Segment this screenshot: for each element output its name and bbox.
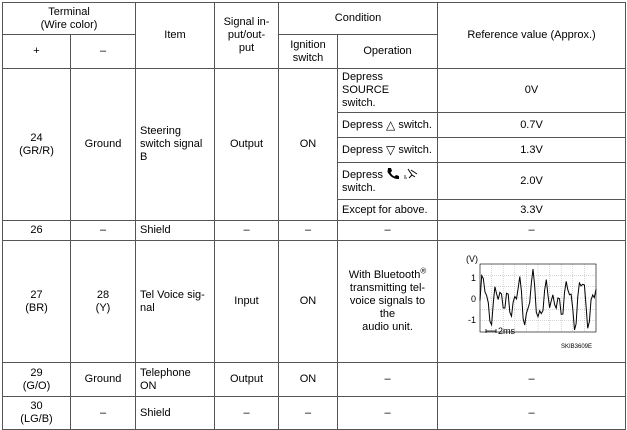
row30-operation: –	[338, 397, 438, 430]
row24-op-source: Depress SOURCE switch.	[338, 69, 438, 113]
header-signal: Signal in- put/out- put	[215, 3, 279, 69]
row24-ref-4: 3.3V	[438, 200, 626, 221]
scope-time-marker	[486, 329, 496, 333]
row27-operation: With Bluetooth® transmitting tel- voice signals to the audio unit.	[338, 241, 438, 363]
phone-hangup-icon	[403, 167, 419, 180]
row24-op-up: Depress △ switch.	[338, 113, 438, 138]
row29-minus: Ground	[71, 363, 136, 397]
header-ignition: Ignition switch	[279, 35, 338, 69]
scope-tick-1: 1	[470, 272, 476, 283]
row24-op-phone: Depress switch.	[338, 163, 438, 200]
header-plus: +	[3, 35, 71, 69]
phone-icon	[386, 167, 400, 180]
scope-time-label: 2ms	[497, 325, 515, 336]
row26-plus: 26	[3, 221, 71, 241]
row29-ref: –	[438, 363, 626, 397]
header-condition: Condition	[279, 3, 438, 35]
row30-signal: –	[215, 397, 279, 430]
row27-plus: 27 (BR)	[3, 241, 71, 363]
row26-ref: –	[438, 221, 626, 241]
row30-ignition: –	[279, 397, 338, 430]
row26-ignition: –	[279, 221, 338, 241]
row26-operation: –	[338, 221, 438, 241]
header-operation: Operation	[338, 35, 438, 69]
row26-minus: –	[71, 221, 136, 241]
header-terminal: Terminal (Wire color)	[3, 3, 136, 35]
row30-plus: 30 (LG/B)	[3, 397, 71, 430]
row30-ref: –	[438, 397, 626, 430]
row24-ref-0: 0V	[438, 69, 626, 113]
row29-signal: Output	[215, 363, 279, 397]
scope-unit-label: (V)	[465, 253, 478, 264]
row24-op-except: Except for above.	[338, 200, 438, 221]
row27-signal: Input	[215, 241, 279, 363]
row24-minus: Ground	[71, 69, 136, 221]
row29-item: Telephone ON	[136, 363, 215, 397]
row24-plus: 24 (GR/R)	[3, 69, 71, 221]
row24-ignition: ON	[279, 69, 338, 221]
row24-op-down: Depress ▽ switch.	[338, 138, 438, 163]
row24-ref-2: 1.3V	[438, 138, 626, 163]
row26-signal: –	[215, 221, 279, 241]
row30-minus: –	[71, 397, 136, 430]
row26-item: Shield	[136, 221, 215, 241]
triangle-down-icon: ▽	[386, 142, 396, 157]
scope-tick-0: 0	[470, 293, 476, 304]
header-reference: Reference value (Approx.)	[438, 3, 626, 69]
scope-tick-neg1: -1	[467, 314, 476, 325]
terminal-reference-table	[2, 2, 626, 430]
row27-ref-waveform	[438, 241, 626, 363]
row27-minus: 28 (Y)	[71, 241, 136, 363]
row27-ignition: ON	[279, 241, 338, 363]
row24-item: Steering switch signal B	[136, 69, 215, 221]
row24-ref-1: 0.7V	[438, 113, 626, 138]
row24-ref-3: 2.0V	[438, 163, 626, 200]
oscilloscope-waveform	[462, 252, 602, 352]
row27-item: Tel Voice sig- nal	[136, 241, 215, 363]
header-item: Item	[136, 3, 215, 69]
scope-figure-code: SKIB3609E	[560, 343, 592, 350]
row29-plus: 29 (G/O)	[3, 363, 71, 397]
triangle-up-icon: △	[386, 117, 396, 132]
row29-operation: –	[338, 363, 438, 397]
header-minus: –	[71, 35, 136, 69]
row29-ignition: ON	[279, 363, 338, 397]
row24-signal: Output	[215, 69, 279, 221]
row30-item: Shield	[136, 397, 215, 430]
